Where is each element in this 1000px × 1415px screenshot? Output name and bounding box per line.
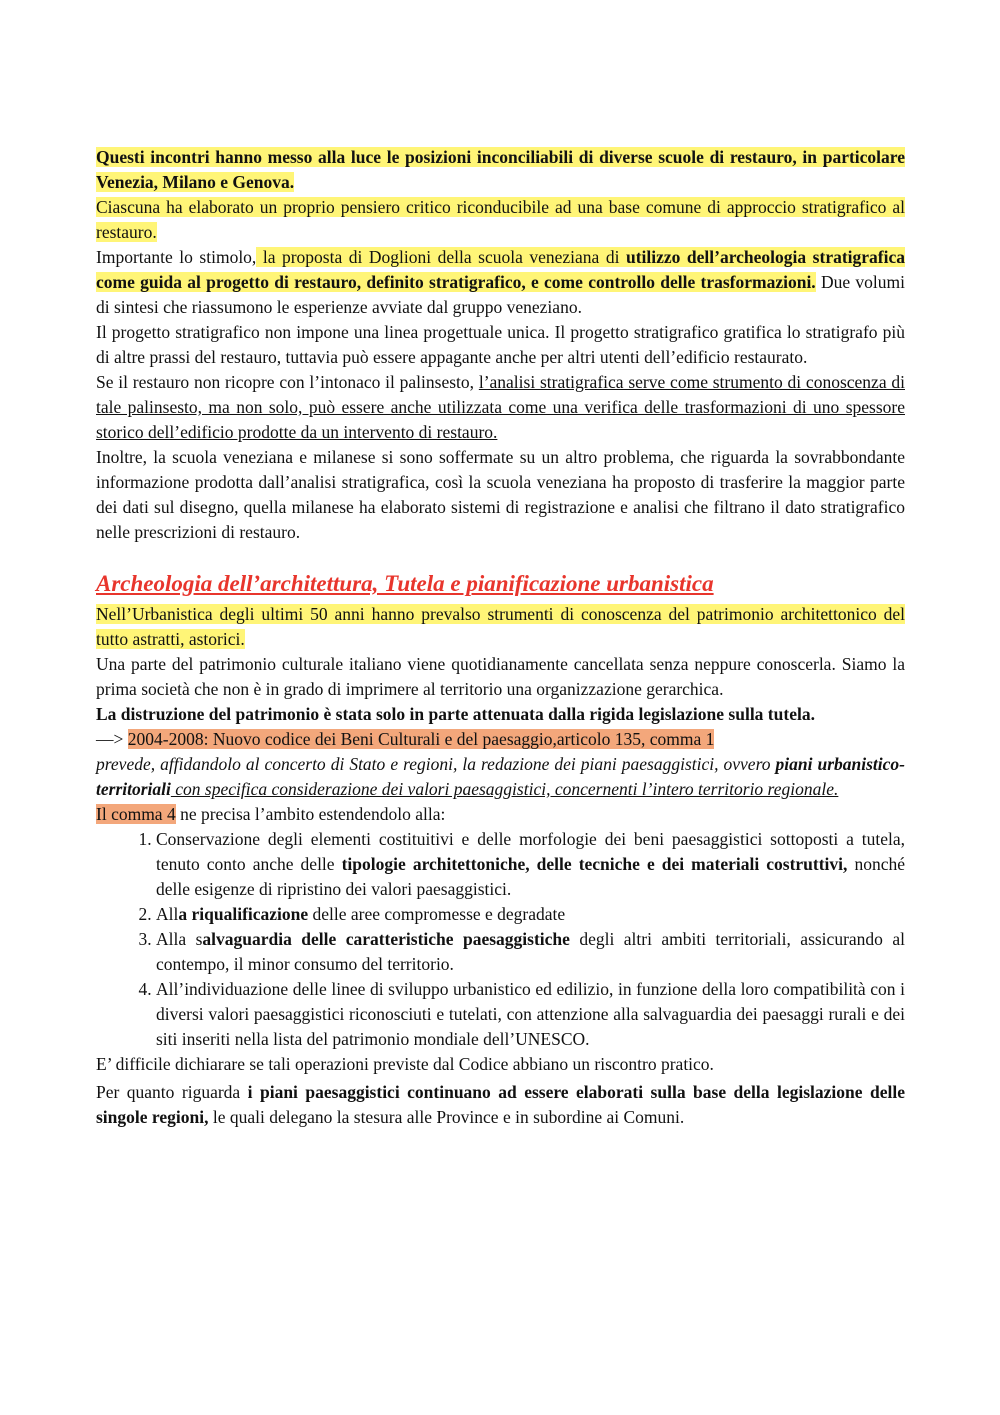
bold-italic-text: piani urbanistico-territoriali: [96, 754, 905, 799]
text-run: Una parte del patrimonio culturale italiano viene quotidianamente cancellata senza neppure conoscerla. Siamo la prima società che non è in grado di imprimere al territorio una organizzazione gerarchica.: [96, 654, 905, 699]
bold-text: alvaguardia delle caratteristiche paesaggistiche: [202, 929, 570, 949]
underlined-italic-text: con specifica considerazione dei valori paesaggistici, concernenti l’intero territorio regionale.: [170, 779, 839, 799]
paragraph: [96, 320, 905, 370]
text-run: ne precisa l’ambito estendendolo alla:: [175, 804, 446, 824]
highlighted-text: Nell’Urbanistica degli ultimi 50 anni hanno prevalso strumenti di conoscenza del patrimonio architettonico del tutto astratti, astorici.: [96, 604, 905, 649]
list-item: [156, 827, 905, 902]
paragraph: [96, 652, 905, 702]
highlighted-text: la proposta di Doglioni della scuola veneziana di: [256, 247, 626, 267]
italic-text: prevede, affidandolo al concerto di Stato e regioni, la redazione dei piani paesaggistici, ovvero: [96, 754, 776, 774]
paragraph: [96, 370, 905, 445]
highlighted-text: Il comma 4: [96, 804, 176, 824]
highlighted-bold-text: Questi incontri hanno messo alla luce le posizioni inconciliabili di diverse scuole di restauro, in particolare Venezia, Milano e Genova.: [96, 147, 905, 192]
paragraph: [96, 727, 905, 752]
list-item: [156, 927, 905, 977]
text-run: Conservazione degli elementi costituitivi e delle morfologie dei beni paesaggistici sottoposti a tutela, tenuto conto anche delle: [156, 829, 905, 874]
highlighted-text: 2004-2008: Nuovo codice dei Beni Culturali e del paesaggio,articolo 135, comma 1: [127, 729, 715, 749]
paragraph: [96, 752, 905, 802]
text-run: All’individuazione delle linee di sviluppo urbanistico ed edilizio, in funzione della loro compatibilità con i diversi valori paesaggistici riconosciuti e tutelati, con attenzione alla salvaguardia dei paesaggi rurali e dei siti inseriti nella lista del patrimonio mondiale dell’UNESCO.: [156, 979, 905, 1049]
highlighted-bold-text: utilizzo dell’archeologia stratigrafica come guida al progetto di restauro, definito stratigrafico, e come controllo delle trasformazioni.: [96, 247, 905, 292]
paragraph: [96, 445, 905, 545]
bold-text: a riqualificazione: [178, 904, 309, 924]
highlighted-text: Ciascuna ha elaborato un proprio pensiero critico riconducibile ad una base comune di approccio stratigrafico al restauro.: [96, 197, 905, 242]
text-run: degli altri ambiti territoriali, assicurando al contempo, il minor consumo del territorio.: [156, 929, 905, 974]
text-run: Inoltre, la scuola veneziana e milanese si sono soffermate su un altro problema, che riguarda la sovrabbondante informazione prodotta dall’analisi stratigrafica, così la scuola veneziana ha proposto di trasferire la maggior parte dei dati sul disegno, quella milanese ha elaborato sistemi di registrazione e analisi che filtrano il dato stratigrafico nelle prescrizioni di restauro.: [96, 447, 905, 542]
paragraph: [96, 245, 905, 320]
section-heading: Archeologia dell’architettura, Tutela e pianificazione urbanistica: [96, 571, 714, 596]
document-page: [96, 145, 905, 1130]
paragraph: [96, 802, 905, 827]
paragraph: [96, 1080, 905, 1130]
paragraph: [96, 1052, 905, 1077]
text-run: nonché delle esigenze di ripristino dei valori paesaggistici.: [156, 854, 905, 899]
bold-text: tipologie architettoniche, delle tecniche e dei materiali costruttivi,: [341, 854, 848, 874]
paragraph: [96, 145, 905, 195]
paragraph: [96, 195, 905, 245]
text-run: All: [156, 904, 179, 924]
text-run: Importante lo stimolo,: [96, 247, 257, 267]
paragraph: [96, 702, 905, 727]
arrow-text: —>: [96, 729, 128, 749]
bold-text: La distruzione del patrimonio è stata solo in parte attenuata dalla rigida legislazione sulla tutela.: [96, 704, 815, 724]
paragraph: [96, 602, 905, 652]
list-item: [156, 902, 905, 927]
text-run: Il progetto stratigrafico non impone una linea progettuale unica. Il progetto stratigrafico gratifica lo stratigrafo più di altre prassi del restauro, tuttavia può essere appagante anche per altri utenti dell’edificio restaurato.: [96, 322, 905, 367]
text-run: Se il restauro non ricopre con l’intonaco il palinsesto,: [96, 372, 479, 392]
text-run: Due volumi di sintesi che riassumono le esperienze avviate dal gruppo veneziano.: [96, 272, 905, 317]
numbered-list: [96, 827, 905, 1052]
text-run: Alla s: [156, 929, 203, 949]
underlined-text: l’analisi stratigrafica serve come strumento di conoscenza di tale palinsesto, ma non solo, può essere anche utilizzata come una verifica delle trasformazioni di uno spessore storico dell’edificio prodotte da un intervento di restauro.: [96, 372, 905, 442]
text-run: le quali delegano la stesura alle Province e in subordine ai Comuni.: [208, 1107, 685, 1127]
list-item: [156, 977, 905, 1052]
text-run: delle aree compromesse e degradate: [308, 904, 566, 924]
text-run: E’ difficile dichiarare se tali operazioni previste dal Codice abbiano un riscontro pratico.: [96, 1054, 714, 1074]
text-run: Per quanto riguarda: [96, 1082, 248, 1102]
bold-text: i piani paesaggistici continuano ad essere elaborati sulla base della legislazione delle singole regioni,: [96, 1082, 905, 1127]
